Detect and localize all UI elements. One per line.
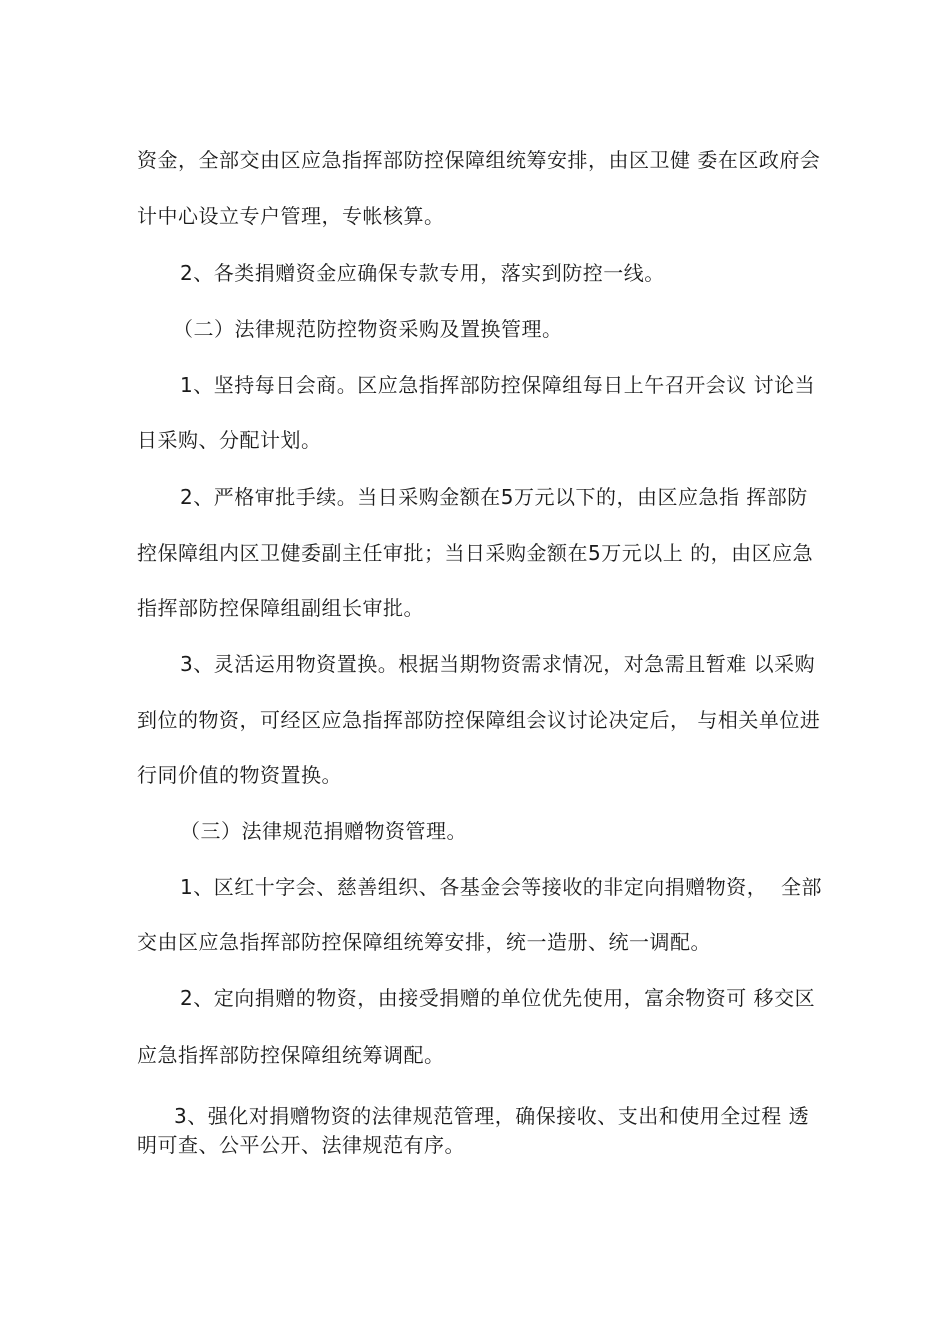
text-line: 日采购、分配计划。	[137, 428, 322, 452]
text-line: 1、坚持每日会商。区应急指挥部防控保障组每日上午召开会议 讨论当	[180, 373, 816, 397]
text-line: 指挥部防控保障组副组长审批。	[137, 596, 424, 620]
text-line: 1、区红十字会、慈善组织、各基金会等接收的非定向捐赠物资， 全部	[180, 875, 822, 899]
section-heading: （二）法律规范防控物资采购及置换管理。	[173, 317, 563, 341]
text-line: 3、灵活运用物资置换。根据当期物资需求情况，对急需且暂难 以采购	[180, 652, 816, 676]
text-line: 2、严格审批手续。当日采购金额在5万元以下的，由区应急指 挥部防	[180, 485, 808, 509]
text-line: 资金，全部交由区应急指挥部防控保障组统筹安排，由区卫健 委在区政府会	[137, 148, 821, 172]
text-line: 控保障组内区卫健委副主任审批；当日采购金额在5万元以上 的，由区应急	[137, 541, 814, 565]
text-line: 行同价值的物资置换。	[137, 763, 342, 787]
section-heading: （三）法律规范捐赠物资管理。	[180, 819, 467, 843]
text-line: 计中心设立专户管理，专帐核算。	[137, 204, 445, 228]
text-line: 应急指挥部防控保障组统筹调配。	[137, 1043, 445, 1067]
text-line: 明可查、公平公开、法律规范有序。	[137, 1133, 465, 1157]
text-line: 2、定向捐赠的物资，由接受捐赠的单位优先使用，富余物资可 移交区	[180, 986, 816, 1010]
text-line: 3、强化对捐赠物资的法律规范管理，确保接收、支出和使用全过程 透	[174, 1104, 810, 1128]
text-line: 2、各类捐赠资金应确保专款专用，落实到防控一线。	[180, 261, 665, 285]
text-line: 交由区应急指挥部防控保障组统筹安排，统一造册、统一调配。	[137, 930, 711, 954]
text-line: 到位的物资，可经区应急指挥部防控保障组会议讨论决定后， 与相关单位进	[137, 708, 821, 732]
